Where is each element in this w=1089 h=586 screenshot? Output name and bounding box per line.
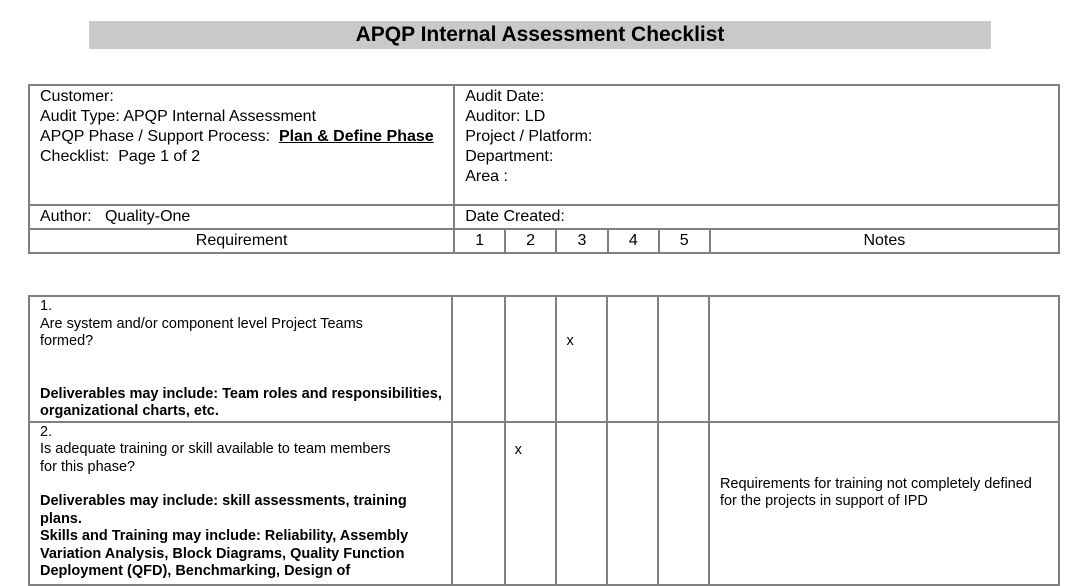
score-cell-5[interactable] — [658, 422, 709, 585]
requirement-number: 1. — [40, 298, 53, 314]
audit-info-right — [454, 85, 1059, 205]
area: Area : — [465, 168, 508, 185]
audit-type: Audit Type: APQP Internal Assessment — [40, 108, 317, 125]
col-notes: Notes — [710, 229, 1059, 253]
score-cell-4[interactable] — [607, 422, 658, 585]
col-score-5: 5 — [659, 229, 710, 253]
customer-label: Customer: — [40, 88, 114, 105]
col-score-1: 1 — [454, 229, 505, 253]
audit-date: Audit Date: — [465, 88, 545, 105]
auditor: Auditor: LD — [465, 108, 546, 125]
score-cell-2[interactable] — [505, 296, 556, 422]
score-cell-4[interactable] — [607, 296, 658, 422]
requirements-table — [28, 295, 1060, 586]
score-cell-3[interactable] — [556, 296, 608, 422]
apqp-phase: APQP Phase / Support Process: Plan & Define Phase — [40, 128, 434, 145]
requirement-question: Are system and/or component level Project Teams formed? — [40, 315, 363, 349]
checklist-page: Checklist: Page 1 of 2 — [40, 148, 201, 165]
table-row — [29, 422, 1059, 585]
col-score-4: 4 — [608, 229, 659, 253]
date-created: Date Created: — [454, 205, 1059, 229]
project-platform: Project / Platform: — [465, 128, 593, 145]
audit-header-table — [28, 84, 1060, 254]
department: Department: — [465, 148, 554, 165]
score-cell-5[interactable] — [658, 296, 709, 422]
score-mark: x — [566, 333, 574, 349]
notes-cell[interactable] — [709, 422, 1059, 585]
score-cell-1[interactable] — [452, 296, 505, 422]
requirement-question: Is adequate training or skill available to team members for this phase? — [40, 441, 391, 475]
author-cell: Author: Quality-One — [29, 205, 454, 229]
score-cell-3[interactable] — [556, 422, 608, 585]
requirement-number: 2. — [40, 423, 53, 440]
requirement-cell — [29, 422, 452, 585]
score-cell-1[interactable] — [452, 422, 505, 585]
requirement-deliverables: Deliverables may include: Team roles and responsibilities, organizational charts, etc. — [40, 385, 442, 419]
notes-cell[interactable] — [709, 296, 1059, 422]
audit-info-left — [29, 85, 454, 205]
score-mark: x — [514, 441, 522, 458]
document-title: APQP Internal Assessment Checklist — [89, 21, 991, 49]
requirement-deliverables: Deliverables may include: skill assessments, training plans. — [40, 493, 407, 527]
score-cell-2[interactable] — [505, 422, 556, 585]
requirement-skills: Skills and Training may include: Reliability, Assembly Variation Analysis, Block Diagrams, Quality Function Deployment (QFD), Benchmarking, Design of — [40, 528, 409, 579]
col-score-2: 2 — [505, 229, 556, 253]
notes-text: Requirements for training not completely defined for the projects in support of IPD — [719, 475, 1032, 509]
requirement-cell — [29, 296, 452, 422]
col-requirement: Requirement — [29, 229, 454, 253]
col-score-3: 3 — [556, 229, 608, 253]
table-row — [29, 296, 1059, 422]
phase-value: Plan & Define Phase — [278, 128, 434, 145]
